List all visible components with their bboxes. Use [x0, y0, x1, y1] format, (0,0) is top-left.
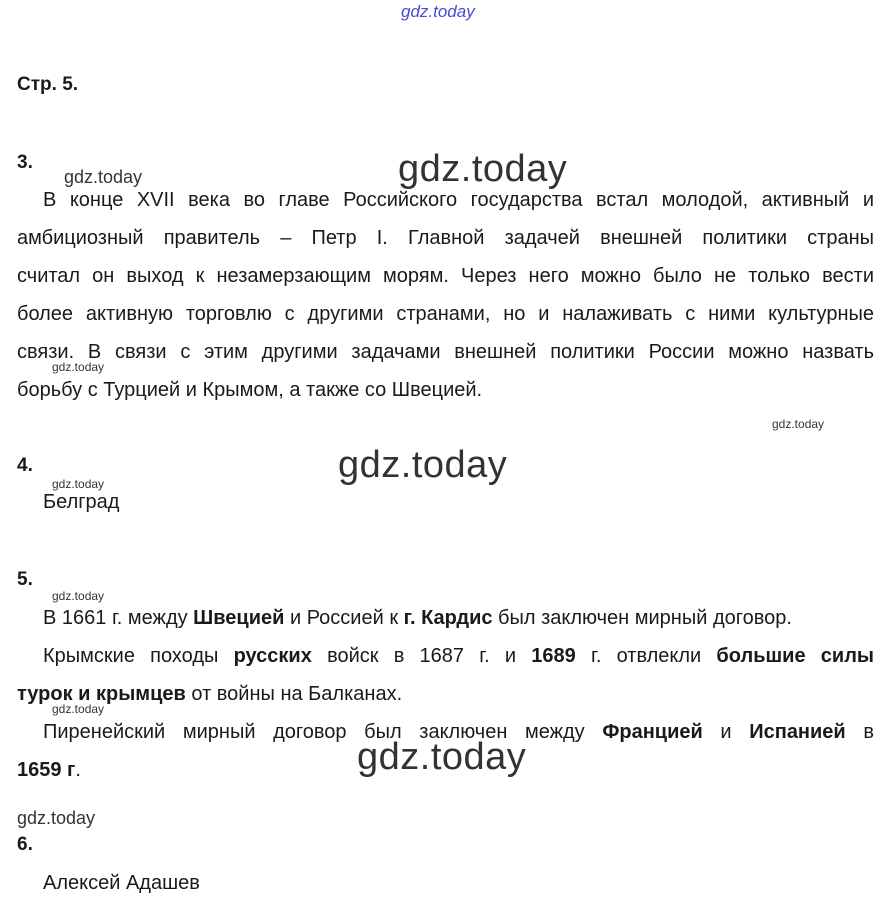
text: и	[702, 721, 750, 743]
question-number-4: 4.	[17, 455, 33, 476]
paragraph-line: более активную торговлю с другими странами, но и налаживать с ними культурные	[17, 303, 874, 325]
watermark-top: gdz.today	[401, 2, 475, 21]
paragraph-line: амбициозный правитель – Петр I. Главной задачей внешней политики страны	[17, 227, 874, 249]
paragraph-line: борьбу с Турцией и Крымом, а также со Швецией.	[17, 379, 483, 401]
watermark-large: gdz.today	[338, 444, 508, 486]
paragraph-line: связи. В связи с этим другими задачами внешней политики России можно назвать	[17, 341, 874, 363]
watermark-small: gdz.today	[772, 417, 825, 431]
sentence-3-line-2	[17, 751, 874, 789]
bold-text: турок и крымцев	[17, 683, 186, 705]
paragraph-line: В конце XVII века во главе Российского государства встал молодой, активный и	[43, 189, 874, 211]
question-number-6: 6.	[17, 834, 33, 855]
watermark-small: gdz.today	[52, 589, 105, 603]
sentence-2-line-2	[17, 675, 874, 713]
bold-text: Испанией	[749, 721, 846, 743]
text: был заключен мирный договор.	[492, 607, 792, 629]
watermark-small: gdz.today	[52, 477, 105, 491]
question-number-5: 5.	[17, 569, 33, 590]
sentence-2-line-1	[43, 637, 874, 675]
bold-text: большие силы	[716, 645, 874, 667]
text: войск в 1687 г. и	[311, 645, 532, 667]
bold-text: Францией	[602, 721, 703, 743]
text: Крымские походы	[43, 645, 234, 667]
text: в	[845, 721, 874, 743]
page-label: Стр. 5.	[17, 74, 79, 95]
answer-text-4: Белград	[43, 491, 120, 513]
text: г. отвлекли	[575, 645, 717, 667]
bold-text: русских	[233, 645, 312, 667]
text: В 1661 г. между	[43, 607, 194, 629]
answer-text-6: Алексей Адашев	[43, 872, 200, 894]
bold-text: г. Кардис	[403, 607, 493, 629]
bold-text: 1659 г	[17, 759, 76, 781]
paragraph-line: считал он выход к незамерзающим морям. Через него можно было не только вести	[17, 265, 874, 287]
text: и Россией к	[284, 607, 404, 629]
text: Пиренейский мирный договор был заключен между	[43, 721, 603, 743]
sentence-3-line-1	[43, 713, 874, 751]
bold-text: Швецией	[193, 607, 285, 629]
text: .	[75, 759, 81, 781]
question-number-3: 3.	[17, 152, 33, 173]
watermark-medium: gdz.today	[17, 808, 96, 828]
watermark-large: gdz.today	[357, 736, 527, 778]
watermark-large: gdz.today	[398, 148, 568, 190]
watermark-medium: gdz.today	[64, 167, 143, 187]
sentence-1	[43, 599, 874, 637]
watermark-small: gdz.today	[52, 360, 105, 374]
text: от войны на Балканах.	[185, 683, 403, 705]
watermark-small: gdz.today	[52, 702, 105, 716]
bold-text: 1689	[531, 645, 576, 667]
